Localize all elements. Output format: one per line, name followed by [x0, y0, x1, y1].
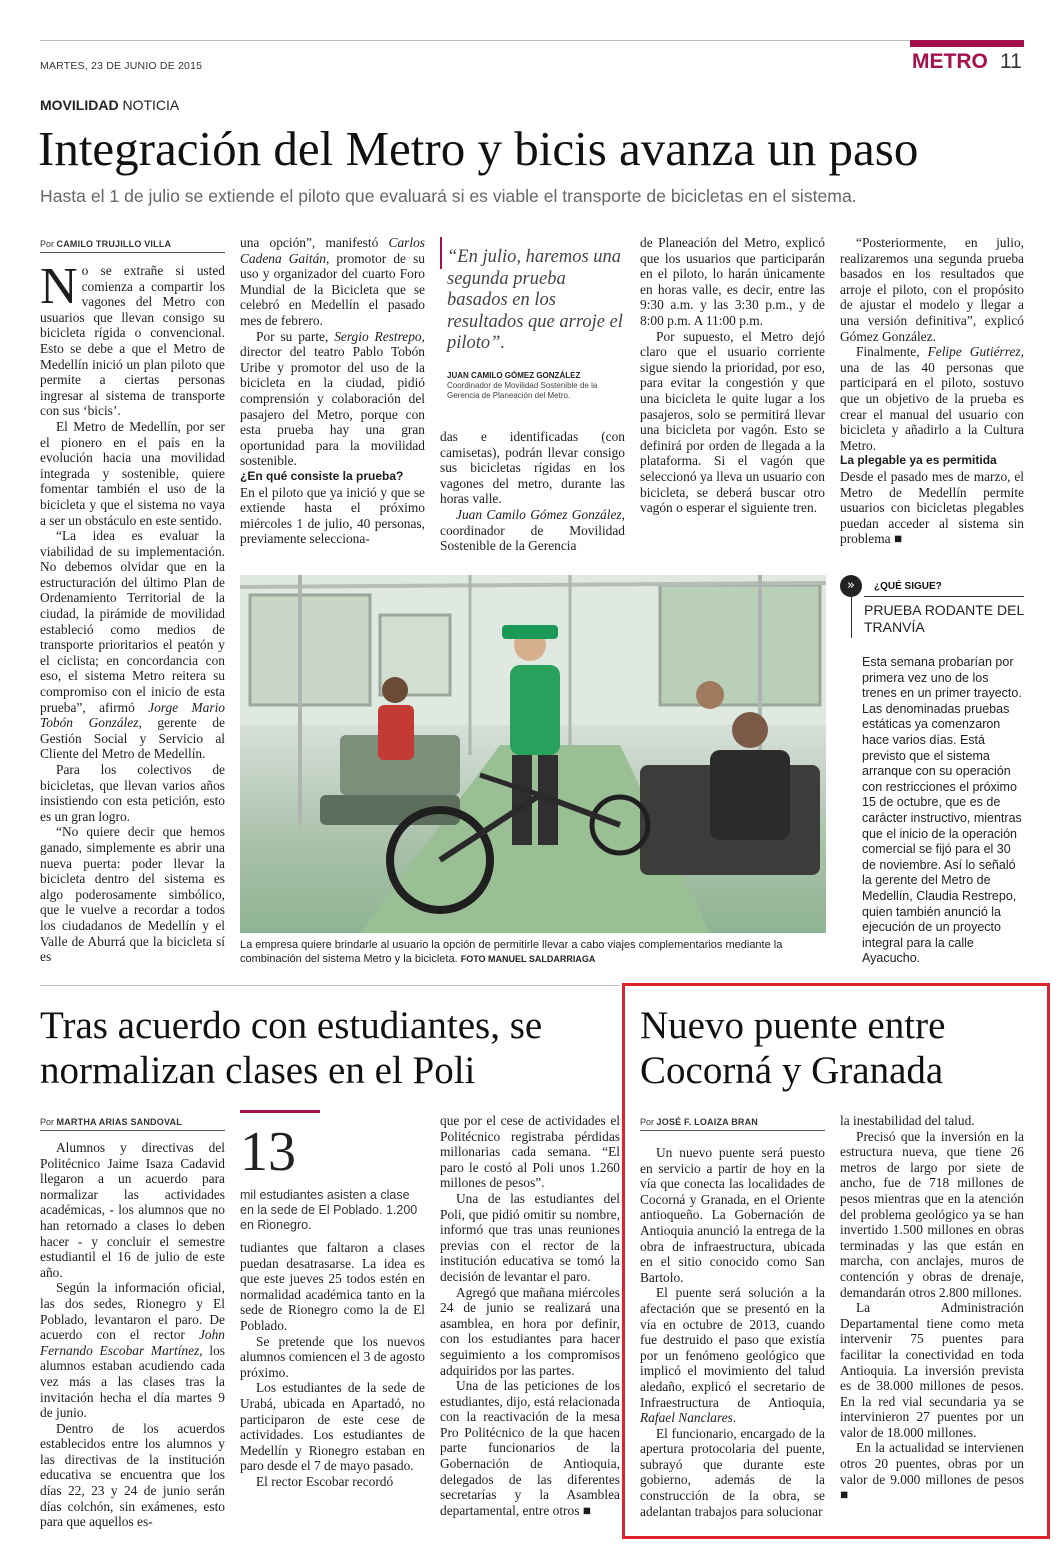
stat-number: 13 — [240, 1121, 296, 1183]
paragraph: la inestabilidad del talud. — [840, 1113, 975, 1128]
paragraph: Un nuevo puente será puesto en servicio a partir de hoy en la vía que conecta las localidades de Cocorná y Granada, en el Oriente antioqueño. La Gobernación de Antioquia anunció la entrega de la obra de infraestructura, ubicada en el sitio conocido como San Bartolo. — [640, 1145, 825, 1285]
person-name: John Fernando Escobar Martínez — [40, 1327, 225, 1358]
person-name: Juan Camilo Gómez González — [456, 506, 622, 522]
puente-byline: Por JOSÉ F. LOAIZA BRAN — [640, 1117, 759, 1127]
sidebar-body: Esta semana probarían por primera vez uno de los trenes en un primer trayecto. Las denominadas pruebas estáticas ya comenzaron hace varios días. Está previsto que el sistema arranque con su operación con restricciones el próximo 15 de octubre, que es de carácter instructivo, mientras que el inicio de la operación comercial se fijó para el 30 de noviembre. Así lo señaló la gerente del Metro de Medellín, Claudia Restrepo, quien también anunció la ejecución de un proyecto integral para la calle Ayacucho. — [862, 655, 1022, 966]
metro-photo — [240, 575, 826, 933]
person-name: Sergio Restrepo — [334, 328, 422, 344]
paragraph: Dentro de los acuerdos establecidos entre los alumnos y las directivas de la institución educativa se encuentra que los días 22, 23 y 24 de junio serán días colchón, sin exámenes, esto para que aquellos es- — [40, 1420, 225, 1530]
byline-prefix: Por — [40, 239, 55, 249]
paragraph: Se pretende que los nuevos alumnos comiencen el 3 de agosto próximo. — [240, 1333, 425, 1380]
stat-text: mil estudiantes asisten a clase en la sede de El Poblado. 1.200 en Rionegro. — [240, 1188, 418, 1232]
section-divider — [40, 985, 620, 986]
subhead: La plegable ya es permitida — [840, 453, 997, 468]
end-mark-icon: ■ — [582, 1502, 591, 1518]
byline-rule — [40, 252, 225, 253]
paragraph: Finalmente, Felipe Gutiérrez, una de las 40 personas que participará en el piloto, sostuvo que un objetivo de la prueba es crear el manual del usuario con bicicleta y añadirlo a la Cultura Metro. — [840, 344, 1024, 453]
paragraph: El Metro de Medellín, por ser el pionero en el país en la evolución hacia una movilidad integrada y sostenible, quiere fomentar también el uso de la bicicleta y que el sistema no vaya a ser un obstáculo en este sentido. — [40, 418, 225, 528]
subhead: ¿En qué consiste la prueba? — [240, 468, 404, 483]
byline-name: MARTHA ARIAS SANDOVAL — [56, 1117, 182, 1127]
main-col-2 — [240, 235, 425, 547]
kicker-bold: MOVILIDAD — [40, 97, 119, 113]
person-name: Felipe Gutiérrez — [927, 344, 1021, 360]
end-mark-icon: ■ — [840, 1487, 849, 1503]
main-col-1 — [40, 258, 225, 965]
main-deck: Hasta el 1 de julio se extiende el piloto que evaluará si es viable el transporte de bicicletas en el sistema. — [40, 186, 857, 206]
paragraph: Para los colectivos de bicicletas, que llevan varios años insistiendo con esta petición, esto es un gran logro. — [40, 762, 225, 824]
paragraph: En el piloto que ya inició y que se extiende hasta el próximo miércoles 1 de julio, 40 personas, previamente selecciona- — [240, 484, 425, 547]
photo-credit: FOTO MANUEL SALDARRIAGA — [460, 954, 596, 964]
kicker-type: NOTICIA — [122, 97, 180, 113]
sidebar-label: ¿QUÉ SIGUE? — [874, 581, 942, 592]
paragraph: o se extrañe si usted comienza a compartir los vagones del Metro con usuarios que llevan consigo su bicicleta rígida o convencional. Esto se debe a que el Metro de Medellín inició un plan piloto que permite a ciertas personas ingresar al sistema de transporte con sus ‘bicis’. — [40, 263, 225, 419]
sidebar-title: PRUEBA RODANTE DEL TRANVÍA — [864, 602, 1024, 635]
paragraph: Alumnos y directivas del Politécnico Jaime Isaza Cadavid llegaron a un acuerdo para normalizar las actividades académicas, - los alumnos que no han retornado a clases lo deben hacer - y concluir el semestre estudiantil el 16 de julio de este año. — [40, 1140, 225, 1280]
end-mark-icon: ■ — [893, 531, 903, 547]
main-col-4 — [640, 235, 825, 516]
paragraph: El rector Escobar recordó — [256, 1473, 394, 1489]
main-headline: Integración del Metro y bicis avanza un paso — [38, 121, 919, 176]
paragraph: que por el cese de actividades el Politécnico registraba pérdidas millonarias cada semana. “El paro le costó al Poli unos 1.260 millones de pesos”. — [440, 1113, 620, 1191]
paragraph: una opción”, manifestó Carlos Cadena Gaitán, promotor de su uso y organizador del cuarto Foro Mundial de la Bicicleta que se celebró en Medellín el pasado mes de febrero. — [240, 235, 426, 328]
paragraph: Por su parte, Sergio Restrepo, director del teatro Pablo Tobón Uribe y promotor del uso de la bicicleta en la ciudad, pidió comprensión y colaboración del pasajero del Metro, porque con esta prueba hay una gran oportunidad para la movilidad sostenible. — [240, 328, 425, 469]
issue-date: MARTES, 23 DE JUNIO DE 2015 — [40, 60, 203, 72]
photo-caption — [240, 938, 826, 966]
section-name: METRO — [912, 50, 988, 73]
header-rule — [40, 40, 1024, 41]
sidebar-rule — [864, 596, 1024, 597]
pull-quote-name: JUAN CAMILO GÓMEZ GONZÁLEZ — [447, 371, 581, 380]
caption-text: La empresa quiere brindarle al usuario la opción de permitirle llevar a cabo viajes complementarios mediante la combinación del sistema Metro y la bicicleta. — [240, 939, 783, 965]
byline-rule — [640, 1130, 825, 1131]
paragraph: “Posteriormente, en julio, realizaremos una segunda prueba basados en los resultados que arroje el piloto, con el propósito de ajustar el modelo y llegar a una versión definitiva”, explicó Gómez González. — [840, 235, 1024, 344]
paragraph: Precisó que la inversión en la estructura nueva, que tiene 26 metros de largo por siete de ancho, fue de 718 millones de pesos mientras que en la atención del problema geológico ya se han invertido 1.500 millones en obras terminadas y las que están en marcha, con anclajes, muros de contención y obras de drenaje, demandarán otros 2.800 millones. — [840, 1128, 1024, 1300]
paragraph: Una de las estudiantes del Poli, que pidió omitir su nombre, informó que tras unas reuniones previas con el rector de la institución educativa se tomó la decisión de levantar el paro. — [440, 1190, 620, 1284]
paragraph: La Administración Departamental tiene como meta intervenir 75 puentes para facilitar la conectividad en toda Antioquia. La inversión prevista es de 38.000 millones de pesos. En la red vial secundaria ya se intervinieron 27 puentes por un valor de 18.000 millones. — [840, 1300, 1024, 1440]
main-byline — [40, 239, 171, 249]
byline-name: JOSÉ F. LOAIZA BRAN — [656, 1117, 759, 1127]
person-name: Jorge Mario Tobón González — [40, 699, 225, 731]
paragraph: tudiantes que faltaron a clases puedan desatrasarse. La idea es que este jueves 25 todos estén en normalidad académica tanto en la sede de Rionegro como la de El Poblado. — [240, 1240, 425, 1333]
kicker — [40, 97, 179, 113]
pull-quote-role: Coordinador de Movilidad Sostenible de la Gerencia de Planeación del Metro. — [447, 381, 598, 400]
paragraph: Los estudiantes de la sede de Urabá, ubicada en Apartadó, no participaron de este cese de actividades. Los estudiantes de Medellín y Rionegro estaban en paro desde el 7 de mayo pasado. — [240, 1380, 425, 1474]
puente-col-2 — [840, 1113, 1024, 1503]
paragraph: Desde el pasado mes de marzo, el Metro de Medellín permite usuarios con bicicletas plegables puedan acceder al sistema sin problema ■ — [840, 468, 1024, 547]
paragraph: de Planeación del Metro, explicó que los usuarios que participarán en el piloto, lo harán únicamente en horas valle, es decir, entre las 9:30 a.m. y las 3:30 p.m., y de 8:00 p.m. A 11:00 p.m. — [640, 235, 825, 328]
paragraph: das e identificadas (con camisetas), podrán llevar consigo sus bicicletas rígidas en los vagones del metro, durante las horas valle. — [440, 429, 625, 507]
pull-quote-text: “En julio, haremos una segunda prueba basados en los resultados que arroje el piloto”. — [447, 247, 623, 353]
dropcap: N — [40, 258, 78, 315]
paragraph: “La idea es evaluar la viabilidad de su implementación. No debemos olvidar que en la estructuración del último Plan de Ordenamiento Territorial de la ciudad, la pirámide de movilidad estableció como medios de transporte prioritarios el peatón y el ciclista; en concordancia con eso, el sistema Metro reitera su compromiso con el inicio de esta prueba”, afirmó Jorge Mario Tobón González, gerente de Gestión Social y Servicio al Cliente del Metro de Medellín. — [40, 528, 225, 762]
sidebar-vrule — [851, 596, 852, 638]
paragraph: Una de las peticiones de los estudiantes, dijo, está relacionada con la reactivación de la mesa Pro Politécnico de la que hacen parte funcionarios de la Gobernación de Antioquia, delegados de las diferentes secretarías y la Asamblea departamental, entre otros ■ — [440, 1378, 620, 1518]
puente-headline: Nuevo puente entre Cocorná y Granada — [640, 1004, 946, 1092]
main-col-5 — [840, 235, 1024, 547]
poli-col-3 — [440, 1113, 620, 1518]
poli-byline: Por MARTHA ARIAS SANDOVAL — [40, 1117, 182, 1127]
quote-accent — [440, 237, 442, 269]
person-name: Rafael Nanclares — [640, 1410, 733, 1426]
paragraph: El puente será solución a la afectación que se presentó en la vía en octubre de 2013, cuando fue destruido el paso que existía por un fenómeno geológico que implicó el movimiento del talud aledaño, explicó el secretario de Infraestructura de Antioquia, Rafael Nanclares. — [640, 1285, 825, 1426]
poli-col-2 — [240, 1240, 425, 1490]
section-bar — [910, 40, 1024, 47]
poli-headline: Tras acuerdo con estudiantes, se normalizan clases en el Poli — [40, 1004, 543, 1092]
paragraph: Según la información oficial, las dos sedes, Rionegro y El Poblado, levantaron el paro. De acuerdo con el rector John Fernando Escobar Martínez, los alumnos estaban acudiendo cada vez más a las clases tras la invitación hecha el día martes 9 de junio. — [40, 1280, 225, 1421]
paragraph: Por supuesto, el Metro dejó claro que el usuario corriente sigue siendo la prioridad, por eso, para evitar la congestión y que una bicicleta le quite lugar a los pasajeros, solo se permitirá llevar una bicicleta por vagón. Esto se definirá por orden de llegada a la plataforma. Si el vagón que seleccionó ya lleva un usuario con bicicleta, se deberá buscar otro vagón o esperar el siguiente tren. — [640, 328, 825, 516]
double-chevron-right-icon: » — [840, 575, 862, 597]
paragraph: En la actualidad se intervienen otros 20 puentes, obras por un valor de 9.000 millones de pesos ■ — [840, 1440, 1024, 1503]
paragraph: El funcionario, encargado de la apertura protocolaria del puente, subrayó que durante este gobierno, además de la construcción de la obra, se adelantan trabajos para solucionar — [640, 1425, 825, 1519]
poli-col-1 — [40, 1140, 225, 1530]
puente-col-1 — [640, 1145, 825, 1519]
byline-name: CAMILO TRUJILLO VILLA — [56, 239, 172, 249]
main-col-3 — [440, 429, 625, 554]
paragraph: Agregó que mañana miércoles 24 de junio se realizará una asamblea, en hora por definir, con los estudiantes para hacer seguimiento a los compromisos adquiridos por las partes. — [440, 1284, 620, 1378]
stat-accent — [240, 1110, 320, 1113]
byline-rule — [40, 1130, 225, 1131]
paragraph: Juan Camilo Gómez González, coordinador de Movilidad Sostenible de la Gerencia — [440, 506, 625, 554]
page-number: 11 — [1000, 50, 1022, 73]
paragraph: “No quiere decir que hemos ganado, simplemente es abrir una nueva puerta: poder llevar la bicicleta dentro del sistema es algo poderosamente simbólico, que le vuelve a recordar a todos los ciudadanos de Medellín y el Valle de Aburrá que la bicicleta sí es — [40, 824, 225, 965]
train-interior-illustration — [240, 575, 826, 933]
person-name: Carlos Cadena Gaitán — [240, 235, 425, 266]
